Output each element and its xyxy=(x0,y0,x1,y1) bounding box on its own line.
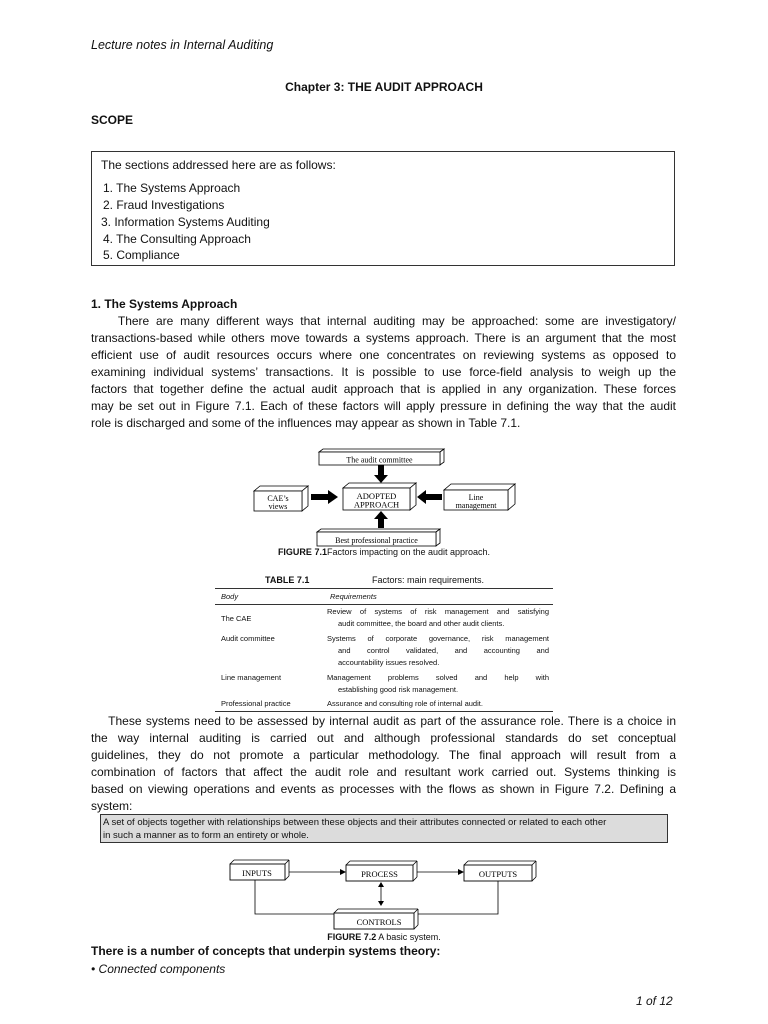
approach-label: APPROACH xyxy=(353,499,400,510)
arrow-up-icon xyxy=(378,882,384,887)
adopted-label: ADOPTED xyxy=(356,491,397,501)
paragraph-1 xyxy=(91,313,676,432)
paragraph-line: efficient use of audit resources occurs where one concentrates on reviewing systems as opposed to xyxy=(91,348,676,362)
table-title: Factors: main requirements. xyxy=(372,575,485,585)
table-cell-body: Audit committee xyxy=(221,634,275,643)
arrow-down-icon xyxy=(378,901,384,906)
table-cell-req xyxy=(327,672,549,696)
outputs-label: OUTPUTS xyxy=(478,869,518,879)
scope-intro: The sections addressed here are as follows: xyxy=(101,158,336,172)
bullet-text: Connected components xyxy=(98,962,226,976)
arrow-left-icon xyxy=(417,490,442,504)
paragraph-line: These systems need to be assessed by internal audit as part of the assurance role. There is a choice in xyxy=(91,714,676,728)
section-heading: 1. The Systems Approach xyxy=(91,297,238,311)
table-header-rule xyxy=(215,604,553,605)
scope-heading: SCOPE xyxy=(91,113,134,127)
cae-label: CAE’s xyxy=(267,494,289,503)
figure-7-1-caption xyxy=(0,547,768,557)
feedback-line-left xyxy=(255,880,334,914)
paragraph-line: combination of factors that affect the audit role and resultant work carried out. Systems thinking is xyxy=(91,765,676,779)
table-col-requirements: Requirements xyxy=(330,592,377,601)
outputs-box xyxy=(464,861,536,881)
definition-box xyxy=(100,814,668,843)
table-cell-req xyxy=(327,633,549,669)
adopted-approach-box xyxy=(343,483,416,510)
scope-box xyxy=(91,151,675,266)
scope-item: 1. The Systems Approach xyxy=(103,181,241,195)
definition-line: in such a manner as to form an entirety or whole. xyxy=(103,830,309,841)
concepts-heading: There is a number of concepts that underpin systems theory: xyxy=(91,944,441,958)
paragraph-line: examining individual systems’ transactions. It is possible to use force-field analysis to weigh up the xyxy=(91,365,676,379)
page-number: 1 of 12 xyxy=(636,994,673,1008)
table-cell-body: Professional practice xyxy=(221,699,291,708)
arrow-down-icon xyxy=(374,465,388,483)
figure-7-2-caption xyxy=(0,932,768,942)
arrow-up-icon xyxy=(374,511,388,528)
table-cell-req: Assurance and consulting role of internal audit. xyxy=(327,699,483,708)
paragraph-line: the way internal auditing is carried out and although professional standards do set conceptual xyxy=(91,731,676,745)
scope-item: 3. Information Systems Auditing xyxy=(101,215,270,229)
req-line: and control validated, and accounting and xyxy=(338,646,549,655)
process-box xyxy=(346,861,417,881)
scope-item: 4. The Consulting Approach xyxy=(103,232,251,246)
caption-text: A basic system. xyxy=(376,932,441,942)
req-line: accountability issues resolved. xyxy=(338,658,440,667)
inputs-box xyxy=(230,860,289,880)
caption-label: FIGURE 7.1 xyxy=(277,547,327,557)
paragraph-line: factors that together define the actual audit approach that is applied in any organization. These forces xyxy=(91,382,676,396)
paragraph-line: may be set out in Figure 7.1. Each of these factors will apply pressure in defining the way that the audit xyxy=(91,399,676,413)
arrow-right-icon xyxy=(458,869,464,875)
feedback-line-right xyxy=(418,881,498,914)
caption-text: Factors impacting on the audit approach. xyxy=(326,547,491,557)
table-cell-body: Line management xyxy=(221,673,282,682)
line-label: Line xyxy=(468,493,484,502)
inputs-label: INPUTS xyxy=(242,868,272,878)
figure-7-1-diagram xyxy=(240,448,530,548)
management-label: management xyxy=(455,501,497,510)
table-cell-req xyxy=(327,606,549,630)
scope-item: 5. Compliance xyxy=(103,248,180,262)
paragraph-line: based on viewing operations and events as processes with the flows as shown in Figure 7.2. Defining a xyxy=(91,782,676,796)
table-bottom-rule xyxy=(215,711,553,712)
paragraph-2 xyxy=(91,713,676,815)
paragraph-line: system: xyxy=(91,799,133,813)
paragraph-line: role is discharged and some of the influences may appear as shown in Table 7.1. xyxy=(91,416,521,430)
paragraph-line: transactions-based while others move towards a systems approach. There is an argument that the most xyxy=(91,331,676,345)
figure-7-2-diagram xyxy=(225,858,545,932)
req-line: audit committee, the board and other audit clients. xyxy=(338,619,505,628)
table-label: TABLE 7.1 xyxy=(265,575,310,585)
table-top-rule xyxy=(215,588,553,589)
arrow-right-icon xyxy=(311,490,338,504)
chapter-title: Chapter 3: THE AUDIT APPROACH xyxy=(285,80,483,94)
scope-item: 2. Fraud Investigations xyxy=(103,198,225,212)
req-line: Systems of corporate governance, risk management xyxy=(327,634,549,643)
controls-label: CONTROLS xyxy=(356,917,402,927)
page-header: Lecture notes in Internal Auditing xyxy=(91,38,274,52)
process-label: PROCESS xyxy=(361,869,398,879)
views-label: views xyxy=(268,502,288,511)
table-cell-body: The CAE xyxy=(221,614,252,623)
best-practice-label: Best professional practice xyxy=(335,536,418,545)
req-line: Management problems solved and help with xyxy=(327,673,549,682)
req-line: Review of systems of risk management and satisfying xyxy=(327,607,549,616)
controls-box xyxy=(334,909,418,929)
bullet-item: • Connected components xyxy=(91,962,226,976)
table-col-body: Body xyxy=(221,592,239,601)
audit-committee-label: The audit committee xyxy=(346,455,413,465)
best-practice-box xyxy=(317,529,440,546)
caption-label: FIGURE 7.2 xyxy=(327,932,377,942)
audit-committee-box xyxy=(319,449,444,465)
req-line: establishing good risk management. xyxy=(338,685,459,694)
cae-views-box xyxy=(254,486,308,511)
arrow-right-icon xyxy=(340,869,346,875)
definition-line: A set of objects together with relationships between these objects and their attributes connected or related to each other xyxy=(103,817,607,828)
line-management-box xyxy=(444,484,515,510)
paragraph-line: There are many different ways that internal auditing may be approached: some are investigatory/ xyxy=(91,314,676,328)
paragraph-line: guidelines, they do not promote a particular methodology. The final approach will result from a xyxy=(91,748,676,762)
